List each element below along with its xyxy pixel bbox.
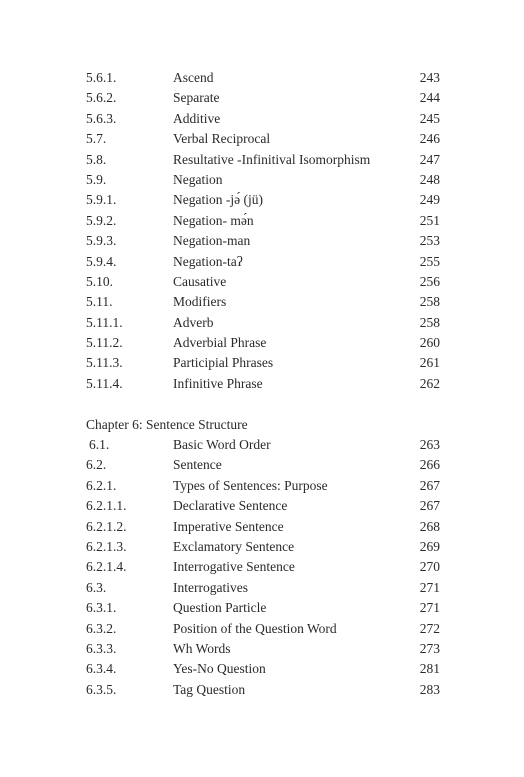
entry-title: Negation bbox=[173, 171, 223, 187]
entry-number: 6.2.1.2. bbox=[86, 518, 127, 534]
entry-number: 5.10. bbox=[86, 273, 113, 289]
table-of-contents bbox=[86, 68, 440, 700]
entry-title: Negation -jə́ (jü) bbox=[173, 192, 263, 208]
entry-number: 6.2. bbox=[86, 457, 107, 473]
toc-entry bbox=[86, 680, 440, 700]
entry-title: Interrogative Sentence bbox=[173, 559, 295, 575]
toc-entry bbox=[86, 88, 440, 108]
entry-number: 6.3.5. bbox=[86, 681, 117, 697]
entry-number: 6.3.4. bbox=[86, 661, 117, 677]
toc-entry bbox=[86, 292, 440, 312]
toc-entry bbox=[86, 598, 440, 618]
entry-page: 246 bbox=[419, 131, 440, 147]
entry-page: 266 bbox=[419, 457, 440, 473]
entry-number: 6.3. bbox=[86, 579, 107, 595]
entry-page: 247 bbox=[419, 151, 440, 167]
entry-page: 269 bbox=[419, 538, 440, 554]
entry-title: Question Particle bbox=[173, 600, 267, 616]
entry-page: 268 bbox=[419, 518, 440, 534]
entry-title: Infinitive Phrase bbox=[173, 375, 263, 391]
entry-page: 270 bbox=[419, 559, 440, 575]
entry-title: Tag Question bbox=[173, 681, 246, 697]
entry-number: 6.3.2. bbox=[86, 620, 117, 636]
toc-entry bbox=[86, 170, 440, 190]
toc-entry bbox=[86, 231, 440, 251]
entry-title: Participial Phrases bbox=[173, 355, 274, 371]
entry-page: 258 bbox=[419, 294, 440, 310]
entry-page: 272 bbox=[419, 620, 440, 636]
entry-number: 5.11.4. bbox=[86, 375, 123, 391]
entry-page: 271 bbox=[419, 579, 440, 595]
entry-title: Separate bbox=[173, 90, 220, 106]
entry-title: Basic Word Order bbox=[173, 437, 271, 453]
toc-entry bbox=[86, 190, 440, 210]
entry-title: Sentence bbox=[173, 457, 222, 473]
entry-number: 5.9.3. bbox=[86, 233, 117, 249]
entry-number: 5.11.1. bbox=[86, 314, 123, 330]
entry-title: Adverb bbox=[173, 314, 214, 330]
entry-title: Imperative Sentence bbox=[173, 518, 284, 534]
toc-entry bbox=[86, 557, 440, 577]
entry-title: Declarative Sentence bbox=[173, 498, 288, 514]
entry-number: 6.3.3. bbox=[86, 640, 117, 656]
entry-title: Negation- mə́n bbox=[173, 212, 254, 228]
entry-page: 262 bbox=[419, 375, 440, 391]
entry-title: Adverbial Phrase bbox=[173, 335, 267, 351]
entry-number: 5.9.1. bbox=[86, 192, 117, 208]
entry-page: 263 bbox=[419, 437, 440, 453]
toc-entry bbox=[86, 476, 440, 496]
toc-entry bbox=[86, 129, 440, 149]
entry-page: 251 bbox=[419, 212, 440, 228]
toc-entry bbox=[86, 374, 440, 394]
toc-entry bbox=[86, 313, 440, 333]
entry-page: 249 bbox=[419, 192, 440, 208]
toc-entry bbox=[86, 619, 440, 639]
entry-title: Position of the Question Word bbox=[173, 620, 337, 636]
entry-number: 6.1. bbox=[89, 437, 110, 453]
entry-number: 5.9.2. bbox=[86, 212, 117, 228]
toc-entry bbox=[86, 639, 440, 659]
entry-title: Wh Words bbox=[173, 640, 231, 656]
entry-page: 273 bbox=[419, 640, 440, 656]
section-gap bbox=[86, 394, 440, 414]
entry-number: 6.2.1.4. bbox=[86, 559, 127, 575]
entry-page: 271 bbox=[419, 600, 440, 616]
toc-entry bbox=[86, 659, 440, 679]
entry-title: Additive bbox=[173, 110, 221, 126]
entry-number: 5.11.3. bbox=[86, 355, 123, 371]
entry-page: 283 bbox=[419, 681, 440, 697]
entry-title: Modifiers bbox=[173, 294, 227, 310]
entry-title: Exclamatory Sentence bbox=[173, 538, 295, 554]
toc-entry bbox=[86, 353, 440, 373]
entry-title: Negation-taʔ bbox=[173, 253, 243, 269]
entry-title: Yes-No Question bbox=[173, 661, 266, 677]
entry-number: 6.2.1.1. bbox=[86, 498, 127, 514]
entry-title: Types of Sentences: Purpose bbox=[173, 477, 328, 493]
toc-entry bbox=[86, 496, 440, 516]
entry-title: Verbal Reciprocal bbox=[173, 131, 271, 147]
entry-number: 5.6.1. bbox=[86, 70, 117, 85]
toc-entry bbox=[86, 517, 440, 537]
toc-entry bbox=[86, 68, 440, 88]
toc-entry bbox=[86, 211, 440, 231]
entry-page: 245 bbox=[419, 110, 440, 126]
entry-number: 5.7. bbox=[86, 131, 107, 147]
entry-number: 6.2.1. bbox=[86, 477, 117, 493]
toc-entry bbox=[86, 455, 440, 475]
entry-page: 253 bbox=[419, 233, 440, 249]
toc-entry bbox=[86, 252, 440, 272]
entry-page: 255 bbox=[419, 253, 440, 269]
entry-number: 5.8. bbox=[86, 151, 107, 167]
entry-page: 248 bbox=[419, 171, 440, 187]
entry-number: 5.6.3. bbox=[86, 110, 117, 126]
toc-entry bbox=[86, 109, 440, 129]
entry-page: 267 bbox=[419, 477, 440, 493]
toc-entry bbox=[86, 272, 440, 292]
entry-number: 5.11. bbox=[86, 294, 113, 310]
entry-page: 260 bbox=[419, 335, 440, 351]
entry-title: Ascend bbox=[173, 70, 214, 85]
entry-page: 244 bbox=[419, 90, 440, 106]
entry-number: 5.9.4. bbox=[86, 253, 117, 269]
entry-number: 6.2.1.3. bbox=[86, 538, 127, 554]
entry-number: 5.11.2. bbox=[86, 335, 123, 351]
entry-page: 256 bbox=[419, 273, 440, 289]
chapter-heading: Chapter 6: Sentence Structure bbox=[86, 416, 248, 432]
entry-title: Interrogatives bbox=[173, 579, 248, 595]
toc-entry bbox=[86, 435, 440, 455]
entry-page: 261 bbox=[419, 355, 440, 371]
entry-title: Resultative -Infinitival Isomorphism bbox=[173, 151, 371, 167]
entry-page: 258 bbox=[419, 314, 440, 330]
toc-entry bbox=[86, 578, 440, 598]
entry-number: 6.3.1. bbox=[86, 600, 117, 616]
entry-number: 5.6.2. bbox=[86, 90, 117, 106]
toc-entry bbox=[86, 537, 440, 557]
entry-title: Negation-man bbox=[173, 233, 251, 249]
entry-title: Causative bbox=[173, 273, 227, 289]
toc-entry bbox=[86, 150, 440, 170]
entry-page: 243 bbox=[419, 70, 440, 85]
entry-page: 281 bbox=[419, 661, 440, 677]
entry-page: 267 bbox=[419, 498, 440, 514]
toc-entry bbox=[86, 333, 440, 353]
entry-number: 5.9. bbox=[86, 171, 107, 187]
